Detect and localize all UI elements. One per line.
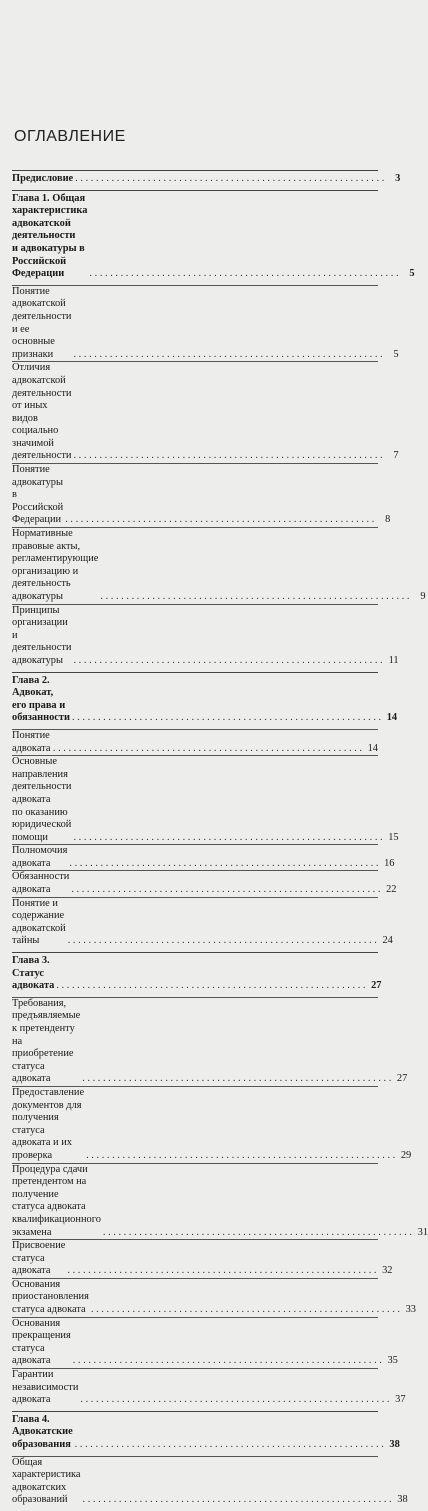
chapter-section	[12, 190, 426, 668]
chapter-section	[12, 1411, 408, 1507]
chapter-heading-text: Глава 2. Адвокат, его права и обязанности	[12, 674, 70, 724]
dot-leader: . . . . . . . . . . . . . . . . . . . . . . . . . . . . . . . . . . . . . . . . . . . . . . . . . . . . . . . . . . . .	[52, 742, 362, 754]
dot-leader: . . . . . . . . . . . . . . . . . . . . . . . . . . . . . . . . . . . . . . . . . . . . . . . . . . . . . . . . . . . .	[90, 1304, 400, 1316]
chapter-heading-text: Глава 4. Адвокатские образования	[12, 1413, 73, 1450]
toc-entry-text: Понятие адвокатуры в Российской Федерации	[12, 464, 64, 526]
toc-entry-text: Нормативные правовые акты, регламентирующие организацию и деятельность адвокатуры	[12, 528, 99, 602]
dot-leader: . . . . . . . . . . . . . . . . . . . . . . . . . . . . . . . . . . . . . . . . . . . . . . . . . . . . . . . . . . . .	[72, 712, 382, 724]
chapter-heading	[12, 955, 382, 993]
toc-entry	[12, 604, 399, 668]
chapter-section	[12, 672, 399, 948]
chapter-heading	[12, 674, 398, 725]
toc-entry	[12, 997, 408, 1086]
toc-entry-text: Процедура сдачи претендентом на получение статуса адвоката квалификационного экзамена	[12, 1163, 101, 1238]
table-of-contents	[12, 170, 428, 1511]
chapter-heading-page-number: 14	[386, 712, 398, 724]
toc-entry-page-number: 35	[387, 1355, 398, 1367]
chapter-heading-page-number: 38	[389, 1439, 400, 1450]
dot-leader: . . . . . . . . . . . . . . . . . . . . . . . . . . . . . . . . . . . . . . . . . . . . . . . . . . . . . . . . . . . .	[56, 980, 366, 992]
chapter-heading-text: Глава 1. Общая характеристика адвокатской деятельности и адвокатуры в Российской Федерации	[12, 192, 88, 280]
toc-entry-page-number: 32	[382, 1265, 393, 1277]
toc-entry-page-number: 9	[420, 591, 426, 602]
toc-entry-page-number: 11	[388, 654, 399, 666]
preface-section	[12, 170, 401, 186]
toc-entry-page-number: 7	[393, 450, 399, 462]
dot-leader: . . . . . . . . . . . . . . . . . . . . . . . . . . . . . . . . . . . . . . . . . . . . . . . . . . . . . . . . . . . .	[73, 348, 383, 360]
chapter-section	[12, 952, 428, 1407]
toc-entry	[12, 1368, 406, 1407]
toc-entry	[12, 285, 399, 362]
toc-entry-text: Понятие и содержание адвокатской тайны	[12, 897, 66, 947]
toc-entry	[12, 463, 391, 527]
toc-entry-page-number: 24	[382, 935, 393, 947]
preface-entry	[12, 173, 401, 186]
toc-entry-page-number: 31	[417, 1226, 428, 1238]
dot-leader: . . . . . . . . . . . . . . . . . . . . . . . . . . . . . . . . . . . . . . . . . . . . . . . . . . . . . . . . . . . .	[67, 1265, 377, 1277]
dot-leader: . . . . . . . . . . . . . . . . . . . . . . . . . . . . . . . . . . . . . . . . . . . . . . . . . . . . . . . . . . . .	[71, 884, 381, 896]
toc-entry-text: Полномочия адвоката	[12, 845, 68, 869]
toc-entry-text: Основные направления деятельности адвоката по оказанию юридической помощи	[12, 756, 72, 843]
toc-entry-text: Гарантии независимости адвоката	[12, 1369, 79, 1406]
toc-entry-page-number: 8	[385, 514, 391, 526]
toc-entry-text: Понятие адвоката	[12, 729, 51, 754]
preface-entry-text: Предисловие	[12, 173, 74, 184]
dot-leader: . . . . . . . . . . . . . . . . . . . . . . . . . . . . . . . . . . . . . . . . . . . . . . . . . . . . . . . . . . . .	[74, 1439, 384, 1450]
toc-entry	[12, 897, 393, 948]
dot-leader: . . . . . . . . . . . . . . . . . . . . . . . . . . . . . . . . . . . . . . . . . . . . . . . . . . . . . . . . . . . .	[75, 173, 385, 184]
toc-entry-page-number: 38	[397, 1494, 408, 1506]
dot-leader: . . . . . . . . . . . . . . . . . . . . . . . . . . . . . . . . . . . . . . . . . . . . . . . . . . . . . . . . . . . .	[69, 857, 379, 869]
toc-entry-text: Понятие адвокатской деятельности и ее основные признаки	[12, 285, 72, 360]
toc-entry	[12, 870, 397, 896]
page-title: ОГЛАВЛЕНИЕ	[14, 128, 126, 145]
dot-leader: . . . . . . . . . . . . . . . . . . . . . . . . . . . . . . . . . . . . . . . . . . . . . . . . . . . . . . . . . . . .	[80, 1394, 390, 1406]
dot-leader: . . . . . . . . . . . . . . . . . . . . . . . . . . . . . . . . . . . . . . . . . . . . . . . . . . . . . . . . . . . .	[65, 514, 375, 526]
toc-entry	[12, 1163, 428, 1240]
toc-entry-page-number: 5	[393, 348, 399, 360]
toc-entry	[12, 361, 399, 463]
toc-entry-text: Присвоение статуса адвоката	[12, 1240, 66, 1277]
toc-entry-page-number: 14	[367, 742, 378, 754]
dot-leader: . . . . . . . . . . . . . . . . . . . . . . . . . . . . . . . . . . . . . . . . . . . . . . . . . . . . . . . . . . . .	[82, 1494, 392, 1506]
dot-leader: . . . . . . . . . . . . . . . . . . . . . . . . . . . . . . . . . . . . . . . . . . . . . . . . . . . . . . . . . . . .	[102, 1226, 413, 1238]
toc-entry	[12, 1086, 412, 1163]
dot-leader: . . . . . . . . . . . . . . . . . . . . . . . . . . . . . . . . . . . . . . . . . . . . . . . . . . . . . . . . . . . .	[82, 1073, 392, 1085]
chapter-heading	[12, 192, 415, 281]
dot-leader: . . . . . . . . . . . . . . . . . . . . . . . . . . . . . . . . . . . . . . . . . . . . . . . . . . . . . . . . . . . .	[73, 831, 383, 843]
toc-entry-page-number: 37	[395, 1394, 406, 1406]
chapter-heading-page-number: 27	[371, 980, 382, 992]
toc-entry-text: Требования, предъявляемые к претенденту на приобретение статуса адвоката	[12, 997, 81, 1085]
toc-entry	[12, 755, 399, 844]
toc-entry-text: Основания прекращения статуса адвоката	[12, 1317, 71, 1367]
toc-entry-page-number: 29	[400, 1149, 412, 1161]
toc-entry-text: Отличия адвокатской деятельности от иных видов социально значимой деятельности	[12, 362, 72, 462]
toc-entry-page-number: 33	[405, 1304, 416, 1316]
toc-entry	[12, 527, 426, 604]
toc-entry-text: Принципы организации и деятельности адвокатуры	[12, 604, 72, 666]
toc-entry-text: Предоставление документов для получения статуса адвоката и их проверка	[12, 1086, 85, 1161]
toc-entry	[12, 1317, 398, 1368]
dot-leader: . . . . . . . . . . . . . . . . . . . . . . . . . . . . . . . . . . . . . . . . . . . . . . . . . . . . . . . . . . . .	[73, 654, 383, 666]
toc-entry-text: Обязанности адвоката	[12, 871, 70, 896]
chapter-heading	[12, 1413, 400, 1452]
dot-leader: . . . . . . . . . . . . . . . . . . . . . . . . . . . . . . . . . . . . . . . . . . . . . . . . . . . . . . . . . . . .	[72, 1355, 382, 1367]
toc-entry-text: Основания приостановления статуса адвоката	[12, 1278, 89, 1316]
dot-leader: . . . . . . . . . . . . . . . . . . . . . . . . . . . . . . . . . . . . . . . . . . . . . . . . . . . . . . . . . . . .	[100, 591, 410, 602]
dot-leader: . . . . . . . . . . . . . . . . . . . . . . . . . . . . . . . . . . . . . . . . . . . . . . . . . . . . . . . . . . . .	[67, 935, 377, 947]
toc-entry-page-number: 27	[396, 1073, 408, 1085]
chapter-heading-page-number: 5	[409, 268, 415, 280]
toc-entry-page-number: 16	[384, 857, 395, 869]
preface-entry-page-number: 3	[395, 173, 401, 184]
toc-entry	[12, 1278, 416, 1317]
toc-entry	[12, 1239, 393, 1278]
dot-leader: . . . . . . . . . . . . . . . . . . . . . . . . . . . . . . . . . . . . . . . . . . . . . . . . . . . . . . . . . . . .	[86, 1149, 396, 1161]
toc-entry-text: Общая характеристика адвокатских образований	[12, 1456, 81, 1506]
dot-leader: . . . . . . . . . . . . . . . . . . . . . . . . . . . . . . . . . . . . . . . . . . . . . . . . . . . . . . . . . . . .	[73, 450, 383, 462]
toc-entry-page-number: 15	[388, 831, 399, 843]
toc-entry	[12, 844, 395, 870]
toc-entry	[12, 1456, 408, 1507]
dot-leader: . . . . . . . . . . . . . . . . . . . . . . . . . . . . . . . . . . . . . . . . . . . . . . . . . . . . . . . . . . . .	[89, 268, 399, 280]
toc-entry-page-number: 22	[386, 884, 397, 896]
chapter-heading-text: Глава 3. Статус адвоката	[12, 955, 55, 992]
toc-entry	[12, 729, 378, 755]
